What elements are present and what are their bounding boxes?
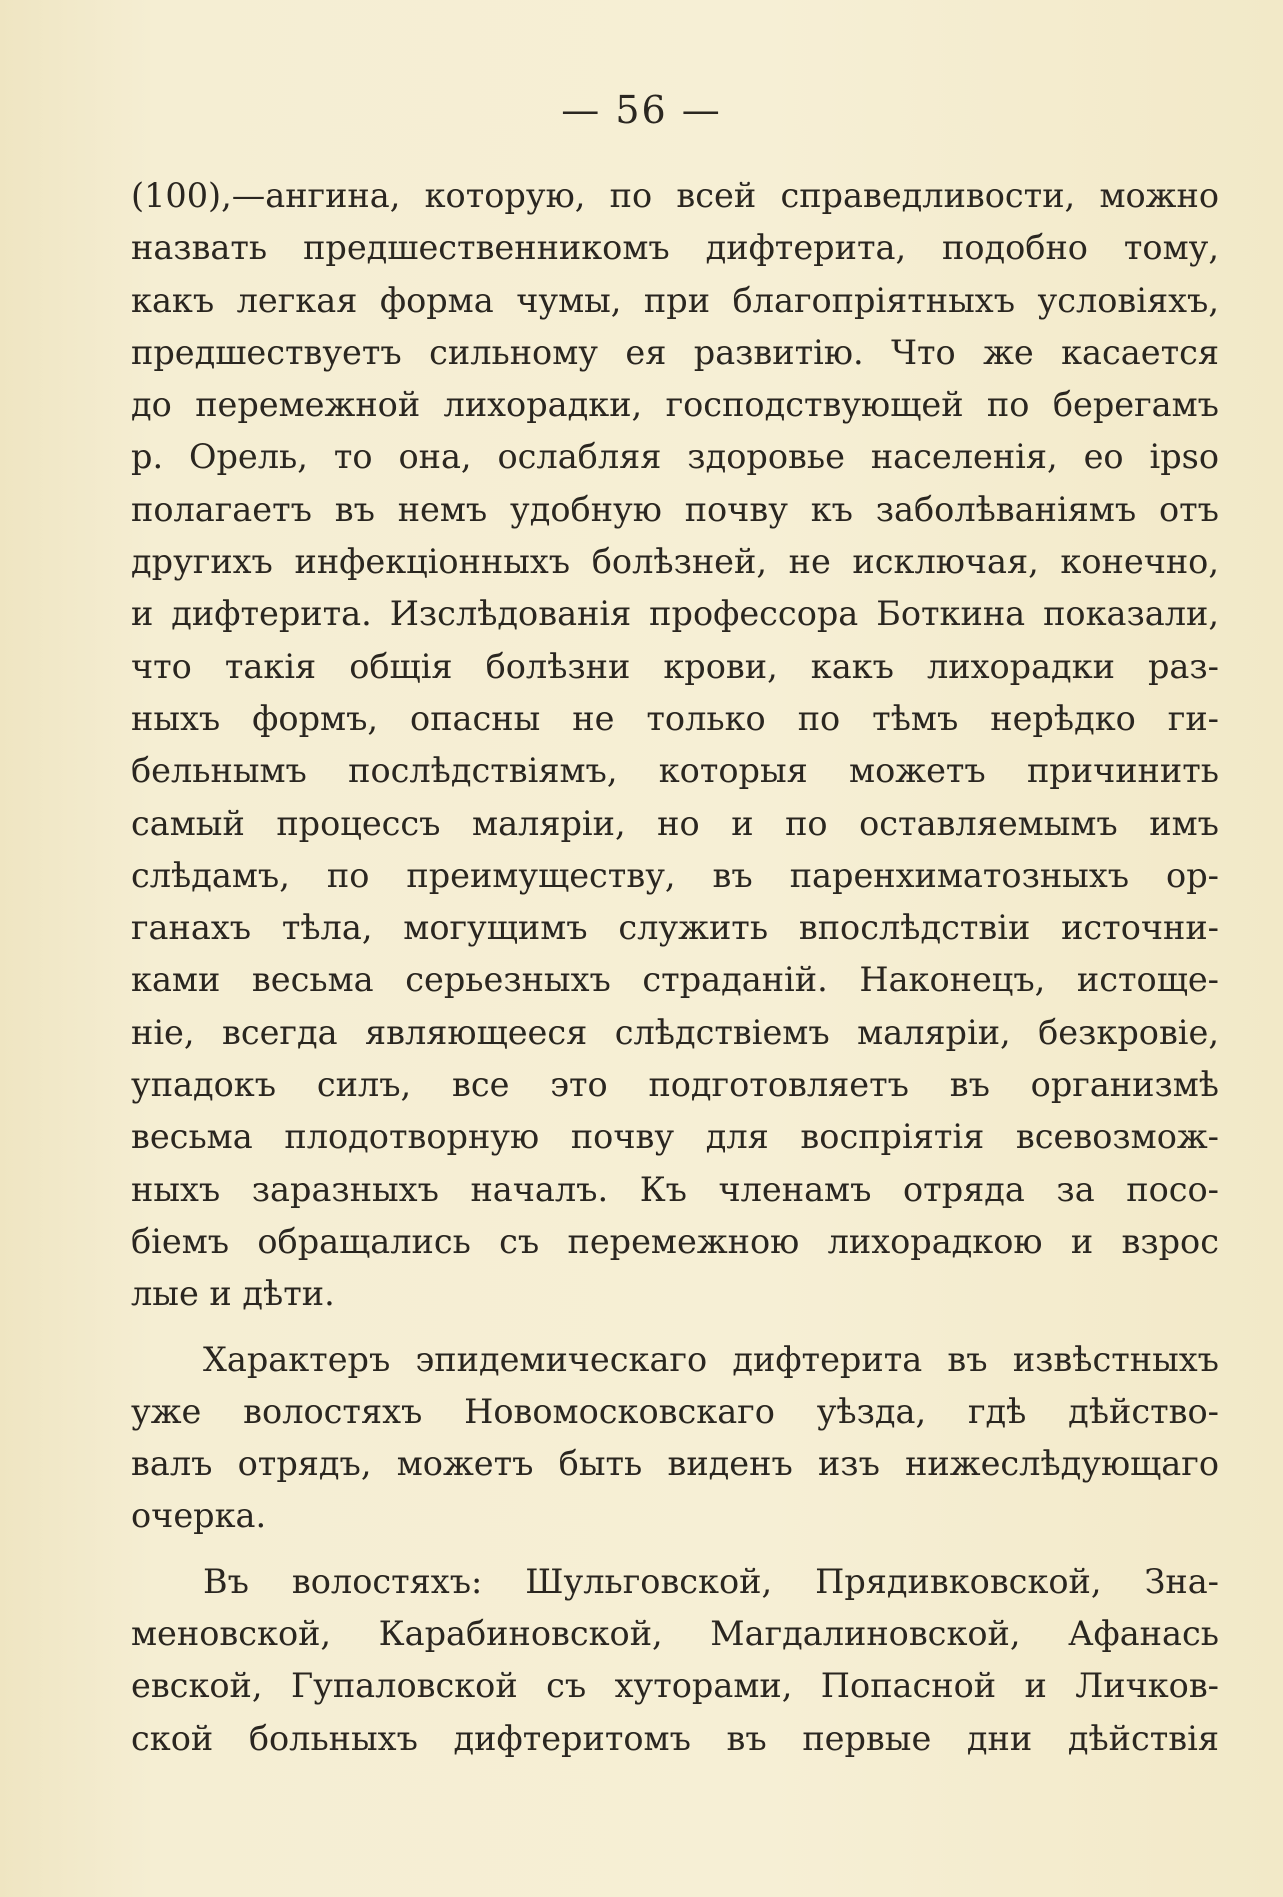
- text-line: ныхъ формъ, опасны не только по тѣмъ нерѣдко ги-: [131, 698, 1219, 738]
- paragraph-2: [131, 1334, 1219, 1543]
- text-line: лые и дѣти.: [131, 1274, 335, 1314]
- text-line: евской, Гупаловской съ хуторами, Попасной и Личков-: [131, 1666, 1219, 1706]
- text-line: меновской, Карабиновской, Магдалиновской, Афанась: [131, 1614, 1219, 1654]
- page-number: — 56 —: [561, 88, 722, 132]
- text-line: валъ отрядъ, можетъ быть виденъ изъ нижеслѣдующаго: [131, 1444, 1219, 1484]
- text-line: уже волостяхъ Новомосковскаго уѣзда, гдѣ дѣйство-: [131, 1391, 1219, 1431]
- text-line: слѣдамъ, по преимуществу, въ паренхиматозныхъ ор-: [131, 855, 1219, 895]
- text-line: Характеръ эпидемическаго дифтерита въ извѣстныхъ: [203, 1339, 1219, 1379]
- text-line: до перемежной лихорадки, господствующей по берегамъ: [131, 385, 1219, 425]
- text-line: ками весьма серьезныхъ страданій. Наконецъ, истоще-: [131, 960, 1219, 1000]
- text-line: что такія общія болѣзни крови, какъ лихорадки раз-: [131, 646, 1219, 686]
- paragraph-3: [131, 1556, 1219, 1765]
- text-line: весьма плодотворную почву для воспріятія всевозмож-: [131, 1117, 1219, 1157]
- text-line: ніе, всегда являющееся слѣдствіемъ маляріи, безкровіе,: [131, 1012, 1219, 1052]
- text-line: полагаетъ въ немъ удобную почву къ заболѣваніямъ отъ: [131, 489, 1219, 529]
- text-line: р. Орель, то она, ослабляя здоровье населенія, eo ipso: [131, 437, 1219, 477]
- text-line: Въ волостяхъ: Шульговской, Прядивковской, Зна-: [203, 1561, 1219, 1601]
- body-text: [131, 170, 1219, 1765]
- text-line: предшествуетъ сильному ея развитію. Что же касается: [131, 332, 1219, 372]
- text-line: ской больныхъ дифтеритомъ въ первые дни дѣйствія: [131, 1718, 1219, 1758]
- text-line: назвать предшественникомъ дифтерита, подобно тому,: [131, 228, 1219, 268]
- text-line: бельнымъ послѣдствіямъ, которыя можетъ причинить: [131, 751, 1219, 791]
- text-line: очерка.: [131, 1496, 267, 1536]
- text-line: ныхъ заразныхъ началъ. Къ членамъ отряда за посо-: [131, 1169, 1219, 1209]
- paragraph-1: [131, 170, 1219, 1321]
- text-line: упадокъ силъ, все это подготовляетъ въ организмѣ: [131, 1065, 1219, 1105]
- text-line: самый процессъ маляріи, но и по оставляемымъ имъ: [131, 803, 1219, 843]
- text-line: другихъ инфекціонныхъ болѣзней, не исключая, конечно,: [131, 542, 1219, 582]
- text-line: біемъ обращались съ перемежною лихорадкою и взрос: [131, 1221, 1219, 1261]
- text-line: и дифтерита. Изслѣдованія профессора Боткина показали,: [131, 594, 1219, 634]
- text-line: (100),—ангина, которую, по всей справедливости, можно: [131, 176, 1219, 215]
- text-line: какъ легкая форма чумы, при благопріятныхъ условіяхъ,: [131, 280, 1219, 320]
- text-line: ганахъ тѣла, могущимъ служить впослѣдствіи источни-: [131, 908, 1219, 948]
